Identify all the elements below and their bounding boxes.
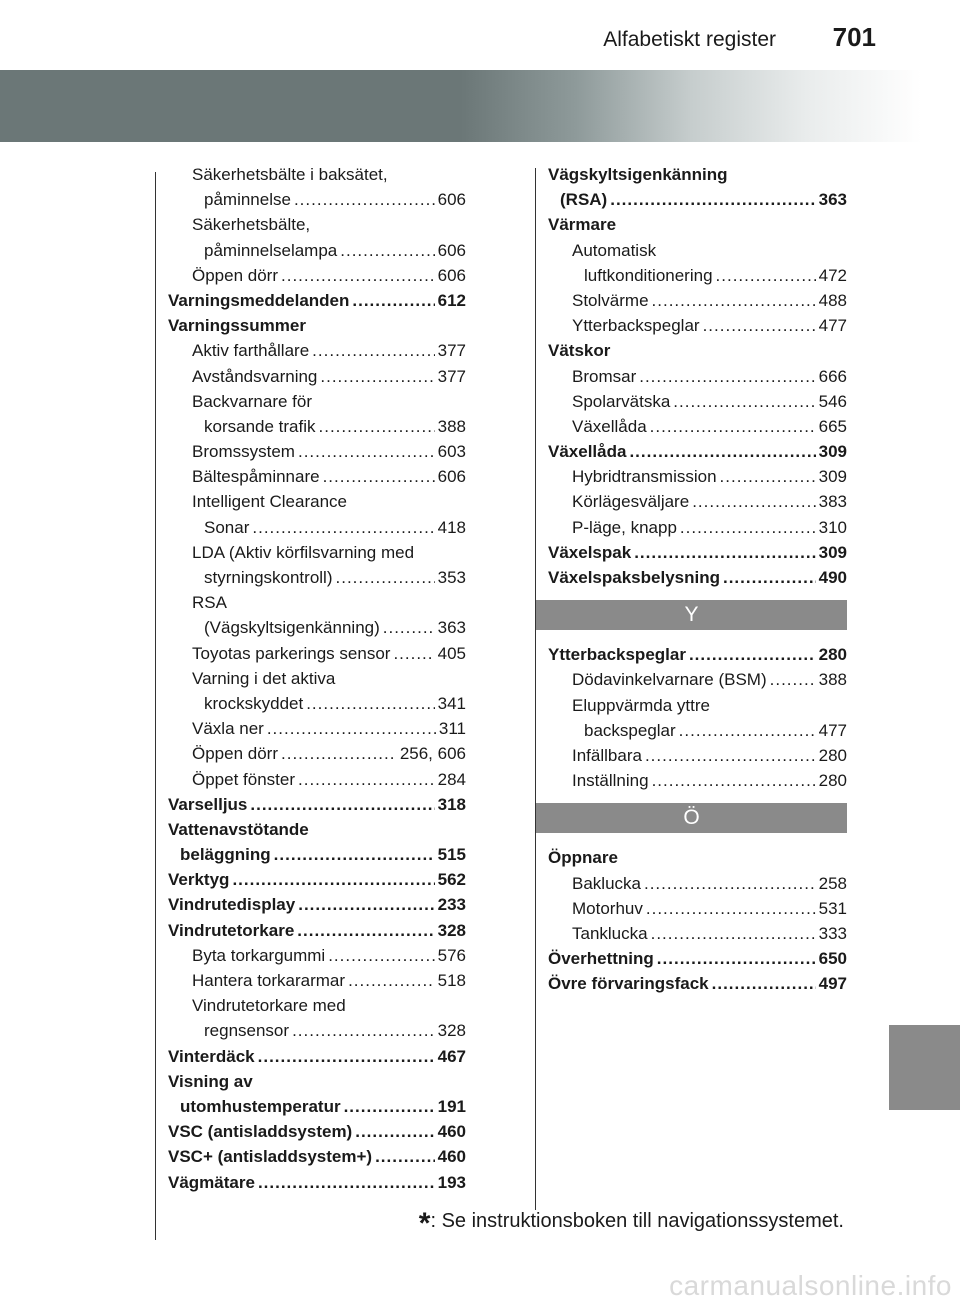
index-entry-page: 612 bbox=[437, 290, 466, 310]
index-entry bbox=[168, 212, 466, 237]
index-entry-term: Växelspak bbox=[548, 542, 632, 562]
dot-leader bbox=[323, 464, 435, 489]
index-entry-term: Säkerhetsbälte, bbox=[192, 215, 311, 235]
dot-leader bbox=[258, 1044, 435, 1069]
dot-leader bbox=[344, 1094, 435, 1119]
index-entry-term: Toyotas parkerings sensor bbox=[192, 643, 391, 663]
index-entry bbox=[168, 767, 466, 792]
index-entry bbox=[168, 918, 466, 943]
index-entry-term: Eluppvärmda yttre bbox=[572, 695, 710, 715]
index-entry bbox=[168, 716, 466, 741]
index-entry-page: 650 bbox=[818, 949, 847, 969]
dot-leader bbox=[340, 238, 434, 263]
index-entry bbox=[548, 921, 847, 946]
index-entry-page: 665 bbox=[818, 416, 847, 436]
index-entry bbox=[168, 666, 466, 691]
index-entry-term: Avståndsvarning bbox=[192, 366, 318, 386]
index-column-left bbox=[168, 162, 466, 1195]
dot-leader bbox=[651, 921, 816, 946]
index-entry bbox=[168, 162, 466, 187]
index-entry-term: Stolvärme bbox=[572, 290, 649, 310]
index-entry bbox=[548, 263, 847, 288]
index-entry-term: Vindrutetorkare bbox=[168, 920, 295, 940]
index-entry bbox=[548, 768, 847, 793]
index-entry bbox=[548, 187, 847, 212]
index-entry-page: 280 bbox=[818, 645, 847, 665]
dot-leader bbox=[703, 313, 816, 338]
index-entry-page: 258 bbox=[818, 873, 847, 893]
index-entry-page: 284 bbox=[437, 769, 466, 789]
index-entry bbox=[168, 238, 466, 263]
index-entry bbox=[168, 187, 466, 212]
index-entry-page: 546 bbox=[818, 391, 847, 411]
index-entry-page: 310 bbox=[818, 517, 847, 537]
index-entry bbox=[548, 946, 847, 971]
index-entry-term: Motorhuv bbox=[572, 898, 643, 918]
index-entry-term: Öppen dörr bbox=[192, 744, 278, 764]
index-entry-page: 606 bbox=[437, 467, 466, 487]
index-entry-term: regnsensor bbox=[204, 1021, 290, 1041]
index-entry-page: 467 bbox=[437, 1046, 466, 1066]
index-entry-term: Hybridtransmission bbox=[572, 467, 717, 487]
index-entry bbox=[548, 313, 847, 338]
dot-leader bbox=[673, 389, 815, 414]
index-entry-term: RSA bbox=[192, 593, 227, 613]
index-entry-term: Växelspaksbelysning bbox=[548, 568, 720, 587]
dot-leader bbox=[281, 741, 397, 766]
index-entry-term: Växla ner bbox=[192, 719, 264, 739]
index-list-v bbox=[548, 162, 847, 590]
index-entry-term: Visning av bbox=[168, 1071, 253, 1091]
page-number: 701 bbox=[832, 22, 876, 52]
index-entry-page: 531 bbox=[818, 898, 847, 918]
index-entry-page: 256, 606 bbox=[399, 744, 466, 764]
index-entry-page: 518 bbox=[437, 971, 466, 990]
index-entry-term: Bromssystem bbox=[192, 442, 295, 462]
dot-leader bbox=[319, 414, 435, 439]
index-entry-term: Hantera torkararmar bbox=[192, 971, 346, 990]
index-entry bbox=[548, 667, 847, 692]
index-entry-term: Vinterdäck bbox=[168, 1046, 255, 1066]
index-entry-page: 460 bbox=[437, 1147, 466, 1167]
dot-leader bbox=[294, 187, 435, 212]
dot-leader bbox=[657, 946, 816, 971]
index-entry bbox=[548, 389, 847, 414]
index-entry bbox=[168, 1018, 466, 1043]
dot-leader bbox=[720, 464, 816, 489]
index-entry-page: 309 bbox=[818, 542, 847, 562]
index-entry bbox=[548, 540, 847, 565]
index-entry bbox=[548, 896, 847, 921]
index-entry bbox=[548, 971, 847, 996]
index-entry bbox=[548, 642, 847, 667]
index-entry bbox=[168, 1170, 466, 1195]
index-entry-term: Överhettning bbox=[548, 949, 654, 969]
dot-leader bbox=[352, 288, 434, 313]
index-entry bbox=[548, 464, 847, 489]
index-entry-page: 311 bbox=[438, 719, 466, 739]
index-entry-page: 233 bbox=[437, 895, 466, 915]
index-entry-page: 333 bbox=[818, 923, 847, 943]
index-entry-page: 477 bbox=[818, 720, 847, 740]
index-entry-term: Vindrutetorkare med bbox=[192, 996, 346, 1016]
dot-leader bbox=[252, 515, 434, 540]
index-entry bbox=[168, 338, 466, 363]
index-entry bbox=[548, 565, 847, 590]
dot-leader bbox=[610, 187, 815, 212]
index-entry-term: Sonar bbox=[204, 517, 250, 537]
index-entry bbox=[548, 439, 847, 464]
index-entry-page: 363 bbox=[818, 190, 847, 210]
dot-leader bbox=[292, 1018, 435, 1043]
index-entry bbox=[548, 162, 847, 187]
index-entry-page: 490 bbox=[818, 568, 847, 587]
dot-leader bbox=[355, 1119, 434, 1144]
index-entry-term: Säkerhetsbälte i baksätet, bbox=[192, 165, 388, 184]
index-entry-term: krockskyddet bbox=[204, 693, 304, 713]
index-entry-page: 606 bbox=[437, 240, 466, 260]
index-entry-page: 477 bbox=[818, 316, 847, 336]
index-entry-term: Öppnare bbox=[548, 848, 618, 868]
index-entry bbox=[168, 1144, 466, 1169]
dot-leader bbox=[250, 792, 434, 817]
index-entry bbox=[548, 288, 847, 313]
index-entry-page: 603 bbox=[437, 442, 466, 462]
index-entry bbox=[168, 691, 466, 716]
index-entry-term: Intelligent Clearance bbox=[192, 492, 347, 512]
index-entry bbox=[548, 338, 847, 363]
index-entry-term: Växellåda bbox=[548, 442, 627, 462]
index-entry-term: styrningskontroll) bbox=[204, 568, 333, 587]
dot-leader bbox=[393, 641, 434, 666]
index-entry-page: 388 bbox=[437, 416, 466, 436]
dot-leader bbox=[692, 489, 815, 514]
index-entry bbox=[168, 993, 466, 1018]
index-entry-term: luftkonditionering bbox=[584, 265, 713, 285]
index-list-y bbox=[548, 642, 847, 793]
header-band bbox=[0, 70, 960, 142]
dot-leader bbox=[348, 968, 435, 993]
index-entry bbox=[548, 845, 847, 870]
dot-leader bbox=[639, 364, 815, 389]
footnote bbox=[419, 1207, 844, 1241]
index-entry bbox=[168, 464, 466, 489]
dot-leader bbox=[274, 842, 435, 867]
index-entry-page: 193 bbox=[437, 1172, 466, 1192]
index-entry-term: Backvarnare för bbox=[192, 391, 312, 411]
dot-leader bbox=[712, 971, 816, 996]
index-entry bbox=[548, 743, 847, 768]
index-entry-page: 318 bbox=[437, 794, 466, 814]
index-entry-page: 383 bbox=[818, 492, 847, 512]
index-entry-term: Varselljus bbox=[168, 794, 248, 814]
index-entry bbox=[168, 741, 466, 766]
index-entry-term: Övre förvaringsfack bbox=[548, 974, 709, 994]
index-entry-page: 280 bbox=[818, 771, 847, 791]
index-entry-term: Varningssummer bbox=[168, 316, 306, 336]
dot-leader bbox=[297, 918, 434, 943]
index-entry-page: 488 bbox=[818, 290, 847, 310]
index-entry-term: Verktyg bbox=[168, 870, 230, 890]
dot-leader bbox=[298, 767, 435, 792]
index-entry-page: 515 bbox=[437, 845, 466, 865]
index-entry bbox=[168, 389, 466, 414]
index-entry-term: Bromsar bbox=[572, 366, 637, 386]
left-column-rule bbox=[155, 172, 156, 1240]
index-entry bbox=[168, 968, 466, 993]
index-entry-term: (Vägskyltsigenkänning) bbox=[204, 618, 380, 638]
index-entry-term: P-läge, knapp bbox=[572, 517, 677, 537]
index-entry bbox=[168, 1044, 466, 1069]
watermark: carmanualsonline.info bbox=[669, 1270, 952, 1301]
index-entry-page: 666 bbox=[818, 366, 847, 386]
index-entry-term: Ytterbackspeglar bbox=[548, 645, 686, 665]
index-entry bbox=[548, 364, 847, 389]
index-entry-term: påminnelselampa bbox=[204, 240, 338, 260]
index-entry-term: Öppen dörr bbox=[192, 265, 278, 285]
index-entry-term: Vätskor bbox=[548, 341, 611, 361]
index-entry-term: Vindrutedisplay bbox=[168, 895, 296, 915]
index-entry-page: 328 bbox=[437, 920, 466, 940]
index-entry bbox=[548, 718, 847, 743]
dot-leader bbox=[328, 943, 434, 968]
index-column-right bbox=[548, 162, 847, 996]
index-entry-page: 388 bbox=[818, 670, 847, 690]
index-entry bbox=[168, 867, 466, 892]
dot-leader bbox=[232, 867, 434, 892]
index-entry bbox=[168, 439, 466, 464]
index-entry-page: 460 bbox=[437, 1122, 466, 1142]
index-entry-page: 377 bbox=[437, 341, 466, 361]
index-entry-term: Spolarvätska bbox=[572, 391, 671, 411]
dot-leader bbox=[680, 515, 816, 540]
index-entry-page: 309 bbox=[818, 467, 847, 487]
section-header-y: Y bbox=[536, 600, 847, 630]
index-entry-page: 472 bbox=[818, 265, 847, 285]
dot-leader bbox=[634, 540, 815, 565]
index-entry bbox=[548, 414, 847, 439]
index-entry-term: Baklucka bbox=[572, 873, 641, 893]
index-entry bbox=[168, 641, 466, 666]
index-entry-term: LDA (Aktiv körfilsvarning med bbox=[192, 542, 415, 562]
index-entry bbox=[548, 212, 847, 237]
index-entry-page: 341 bbox=[437, 693, 466, 713]
index-entry bbox=[168, 792, 466, 817]
dot-leader bbox=[629, 439, 815, 464]
index-entry-page: 497 bbox=[818, 974, 847, 994]
index-entry-page: 418 bbox=[437, 517, 466, 537]
index-entry-term: Vattenavstötande bbox=[168, 819, 309, 839]
index-entry bbox=[168, 892, 466, 917]
index-entry bbox=[168, 313, 466, 338]
dot-leader bbox=[298, 439, 435, 464]
index-list-o bbox=[548, 845, 847, 996]
index-entry bbox=[548, 238, 847, 263]
index-entry bbox=[168, 1119, 466, 1144]
dot-leader bbox=[723, 565, 816, 590]
index-entry-term: Dödavinkelvarnare (BSM) bbox=[572, 670, 767, 690]
index-entry-term: Byta torkargummi bbox=[192, 945, 326, 965]
dot-leader bbox=[312, 338, 434, 363]
dot-leader bbox=[336, 565, 435, 590]
index-entry-term: Värmare bbox=[548, 215, 617, 235]
index-entry bbox=[168, 364, 466, 389]
index-entry bbox=[168, 540, 466, 565]
index-entry bbox=[548, 489, 847, 514]
index-entry bbox=[168, 615, 466, 640]
dot-leader bbox=[320, 364, 434, 389]
index-entry-term: Automatisk bbox=[572, 240, 657, 260]
index-entry bbox=[168, 515, 466, 540]
index-entry-page: 606 bbox=[437, 190, 466, 210]
chapter-thumb-tab bbox=[889, 1025, 960, 1110]
running-header-title: Alfabetiskt register bbox=[603, 28, 776, 51]
dot-leader bbox=[306, 691, 434, 716]
dot-leader bbox=[281, 263, 435, 288]
index-entry-term: Infällbara bbox=[572, 745, 642, 765]
dot-leader bbox=[679, 718, 816, 743]
index-entry-term: Varning i det aktiva bbox=[192, 668, 336, 688]
footnote-star: * bbox=[418, 1207, 431, 1240]
index-entry bbox=[168, 565, 466, 590]
dot-leader bbox=[770, 667, 816, 692]
index-entry-page: 576 bbox=[437, 945, 466, 965]
index-entry-page: 405 bbox=[437, 643, 466, 663]
index-entry-term: Vägskyltsigenkänning bbox=[548, 165, 728, 184]
index-entry bbox=[548, 693, 847, 718]
dot-leader bbox=[375, 1144, 435, 1169]
index-entry-term: beläggning bbox=[180, 845, 271, 865]
index-entry-term: VSC (antisladdsystem) bbox=[168, 1122, 353, 1142]
index-entry-page: 363 bbox=[437, 618, 466, 638]
footnote-text: : Se instruktionsboken till navigationssystemet. bbox=[430, 1210, 844, 1232]
index-entry-term: (RSA) bbox=[560, 190, 608, 210]
dot-leader bbox=[267, 716, 436, 741]
index-entry bbox=[548, 515, 847, 540]
index-entry bbox=[168, 263, 466, 288]
index-entry-term: Varningsmeddelanden bbox=[168, 290, 350, 310]
index-entry-term: Bältespåminnare bbox=[192, 467, 320, 487]
index-entry-term: Inställning bbox=[572, 771, 649, 791]
index-entry-term: Öppet fönster bbox=[192, 769, 296, 789]
index-entry bbox=[168, 288, 466, 313]
index-entry-page: 309 bbox=[818, 442, 847, 462]
index-entry-term: korsande trafik bbox=[204, 416, 316, 436]
middle-column-rule bbox=[535, 168, 536, 1210]
index-entry-term: Ytterbackspeglar bbox=[572, 316, 700, 336]
index-entry-term: backspeglar bbox=[584, 720, 676, 740]
dot-leader bbox=[298, 892, 434, 917]
index-entry bbox=[168, 489, 466, 514]
dot-leader bbox=[650, 414, 816, 439]
index-entry bbox=[548, 871, 847, 896]
section-header-o: Ö bbox=[536, 803, 847, 833]
dot-leader bbox=[645, 743, 816, 768]
dot-leader bbox=[689, 642, 816, 667]
index-entry-term: Växellåda bbox=[572, 416, 647, 436]
index-entry bbox=[168, 842, 466, 867]
index-entry-page: 606 bbox=[437, 265, 466, 285]
index-entry-term: Vägmätare bbox=[168, 1172, 255, 1192]
index-entry-page: 562 bbox=[437, 870, 466, 890]
index-entry bbox=[168, 943, 466, 968]
index-entry bbox=[168, 414, 466, 439]
index-entry-term: påminnelse bbox=[204, 190, 291, 210]
index-entry-term: Tanklucka bbox=[572, 923, 648, 943]
index-entry-term: Aktiv farthållare bbox=[192, 341, 310, 361]
dot-leader bbox=[716, 263, 816, 288]
index-entry-page: 353 bbox=[437, 568, 466, 587]
index-entry bbox=[168, 817, 466, 842]
dot-leader bbox=[646, 896, 816, 921]
dot-leader bbox=[644, 871, 816, 896]
dot-leader bbox=[652, 768, 816, 793]
index-entry-page: 191 bbox=[437, 1096, 466, 1116]
index-entry-term: Körlägesväljare bbox=[572, 492, 690, 512]
index-entry bbox=[168, 1069, 466, 1094]
index-entry-term: utomhustemperatur bbox=[180, 1096, 341, 1116]
index-entry-page: 377 bbox=[437, 366, 466, 386]
index-entry bbox=[168, 590, 466, 615]
index-entry-page: 280 bbox=[818, 745, 847, 765]
dot-leader bbox=[258, 1170, 435, 1195]
dot-leader bbox=[652, 288, 816, 313]
index-entry-term: VSC+ (antisladdsystem+) bbox=[168, 1147, 373, 1167]
dot-leader bbox=[383, 615, 435, 640]
index-entry bbox=[168, 1094, 466, 1119]
index-entry-page: 328 bbox=[437, 1021, 466, 1041]
